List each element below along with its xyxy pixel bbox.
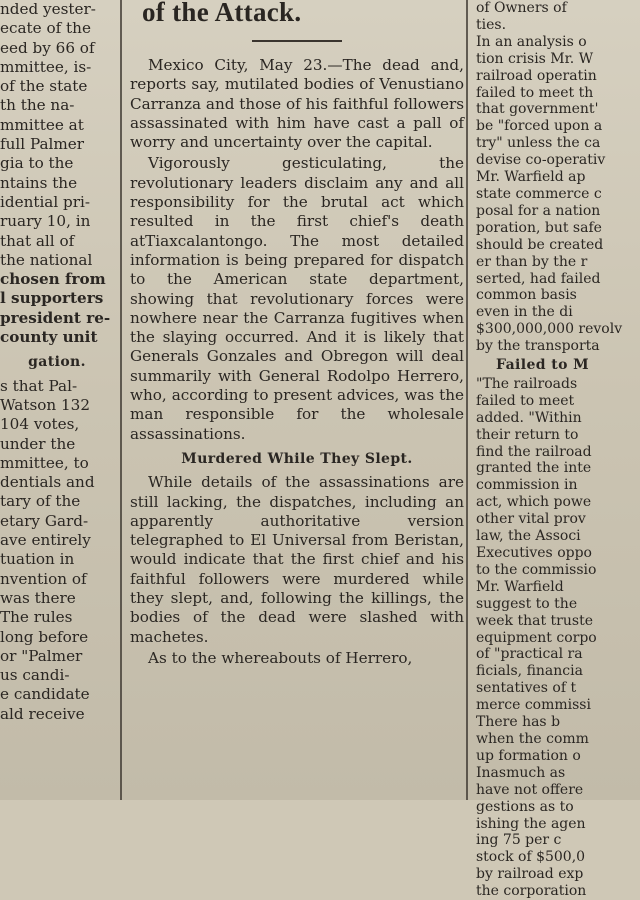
column-text-line: gestions as to — [476, 798, 574, 815]
column-subhead: gation. — [28, 354, 86, 371]
column-text-line: merce commissi — [476, 697, 591, 714]
column-rule-right — [466, 0, 468, 800]
column-text-line: common basis — [476, 287, 577, 304]
column-text-line: or "Palmer — [0, 646, 83, 665]
column-text-line: commission in — [476, 477, 578, 494]
column-text-line: gia to the — [0, 154, 74, 173]
column-text-line: week that truste — [476, 612, 593, 629]
column-text-line: full Palmer — [0, 135, 85, 154]
column-text-line: devise co-operativ — [476, 152, 606, 169]
column-text-line: tary of the — [0, 492, 81, 511]
column-text-line: find the railroad — [476, 443, 592, 460]
column-text-line: The rules — [0, 608, 73, 627]
right-column — [476, 0, 640, 900]
column-text-line: idential pri- — [0, 192, 91, 211]
column-text-line: In an analysis o — [476, 33, 587, 50]
column-text-line: 104 votes, — [0, 415, 80, 434]
column-text-line: under the — [0, 434, 76, 453]
column-text-line: act, which powe — [476, 494, 592, 511]
article-subhead: Murdered While They Slept. — [181, 450, 413, 467]
column-text-line: tion crisis Mr. W — [476, 50, 594, 67]
column-text-line: eed by 66 of — [0, 38, 95, 57]
column-text-line: ficials, financia — [476, 663, 583, 680]
column-text-line: Watson 132 — [0, 395, 90, 414]
article-paragraph: Vigorously gesticulating, the revolutionary leaders disclaim any and all responsibility for the brutal act which resulted in the first chief's death atTiaxcalantongo. The most detailed information is being prepared for dispatch to the American state department, showing that revolutionary forces were nowhere near the Carranza fugitives when the slaying occurred. And it is likely that Generals Gonzales and Obregon will deal summarily with General Rodolpo Herrero, who, according to present advices, was the man responsible for the wholesale assassinations. — [130, 154, 464, 443]
column-text-line: er than by the r — [476, 253, 588, 270]
column-text-line: serted, had failed — [476, 270, 601, 287]
column-text-line: ald receive — [0, 704, 85, 723]
column-text-line: sentatives of t — [476, 680, 577, 697]
column-text-line: ruary 10, in — [0, 212, 91, 231]
column-text-line: by railroad exp — [476, 866, 584, 883]
column-text-line: added. "Within — [476, 409, 582, 426]
article-body — [130, 56, 464, 668]
column-text-line: us candi- — [0, 666, 70, 685]
column-text-line: nvention of — [0, 569, 87, 588]
column-text-line: ave entirely — [0, 531, 91, 550]
column-text-line: ecate of the — [0, 19, 91, 38]
column-text-line: ties. — [476, 16, 507, 33]
column-rule-left — [120, 0, 122, 800]
column-text-line: long before — [0, 627, 89, 646]
column-text-line: president re- — [0, 308, 111, 327]
column-text-line: the national — [0, 250, 93, 269]
column-text-line: s that Pal- — [0, 376, 78, 395]
column-text-line: have not offere — [476, 781, 584, 798]
column-text-line: Mr. Warfield ap — [476, 169, 586, 186]
column-text-line: the corporation — [476, 883, 587, 900]
column-text-line: should be created — [476, 236, 604, 253]
column-text-line: etary Gard- — [0, 511, 89, 530]
column-text-line: that government' — [476, 101, 599, 118]
column-text-line: to the commissio — [476, 561, 597, 578]
column-text-line: failed to meet th — [476, 84, 594, 101]
column-text-line: ishing the agen — [476, 815, 586, 832]
article-paragraph: While details of the assassinations are still lacking, the dispatches, including an apparently authoritative version telegraphed to El Universal from Beristan, would indicate that the first chief and his faithful followers were murdered while they slept, and, following the killings, the bodies of the dead were slashed with machetes. — [130, 473, 464, 646]
article-headline: of the Attack. — [142, 0, 302, 27]
left-column-text — [0, 0, 114, 724]
column-text-line: nded yester- — [0, 0, 96, 18]
column-text-line: dentials and — [0, 473, 95, 492]
column-text-line: by the transporta — [476, 338, 600, 355]
column-text-line: state commerce c — [476, 185, 602, 202]
article-paragraph: Mexico City, May 23.—The dead and, reports say, mutilated bodies of Venustiano Carranza and those of his faithful followers assassinated with him have cast a pall of worry and uncertainty over the capital. — [130, 56, 464, 152]
column-text-line: other vital prov — [476, 511, 586, 528]
column-text-line: failed to meet — [476, 392, 575, 409]
column-text-line: stock of $500,0 — [476, 849, 586, 866]
column-text-line: There has b — [476, 714, 561, 731]
column-text-line: poration, but safe — [476, 219, 602, 236]
column-text-line: of Owners of — [476, 0, 567, 16]
column-text-line: be "forced upon a — [476, 118, 603, 135]
column-text-line: mmittee, to — [0, 453, 89, 472]
column-text-line: when the comm — [476, 730, 589, 747]
column-text-line: try" unless the ca — [476, 135, 601, 152]
column-text-line: their return to — [476, 426, 579, 443]
column-text-line: chosen from — [0, 270, 106, 289]
column-text-line: of "practical ra — [476, 646, 583, 663]
column-text-line: tuation in — [0, 550, 75, 569]
column-subhead: Failed to M — [496, 357, 590, 374]
column-text-line: up formation o — [476, 747, 581, 764]
column-text-line: ing 75 per c — [476, 832, 562, 849]
column-text-line: suggest to the — [476, 595, 578, 612]
column-text-line: granted the inte — [476, 460, 592, 477]
column-text-line: $300,000,000 revolv — [476, 321, 623, 338]
middle-column — [130, 0, 464, 800]
column-text-line: mmittee, is- — [0, 57, 92, 76]
column-text-line: county unit — [0, 328, 98, 347]
column-text-line: "The railroads — [476, 375, 578, 392]
column-text-line: Inasmuch as — [476, 764, 566, 781]
column-text-line: e candidate — [0, 685, 90, 704]
column-text-line: equipment corpo — [476, 629, 597, 646]
column-text-line: Mr. Warfield — [476, 578, 564, 595]
column-text-line: mmittee at — [0, 115, 84, 134]
headline-divider — [252, 40, 342, 42]
column-text-line: even in the di — [476, 304, 573, 321]
left-column — [0, 0, 114, 800]
column-text-line: l supporters — [0, 289, 104, 308]
column-text-line: posal for a nation — [476, 202, 601, 219]
column-text-line: of the state — [0, 77, 88, 96]
column-text-line: that all of — [0, 231, 75, 250]
column-text-line: was there — [0, 588, 76, 607]
right-column-text — [476, 0, 640, 900]
column-text-line: law, the Associ — [476, 528, 581, 545]
column-text-line: Executives oppo — [476, 545, 592, 561]
column-text-line: ntains the — [0, 173, 78, 192]
column-text-line: railroad operatin — [476, 67, 597, 84]
column-text-line: th the na- — [0, 96, 75, 115]
article-paragraph: As to the whereabouts of Herrero, — [148, 648, 413, 667]
